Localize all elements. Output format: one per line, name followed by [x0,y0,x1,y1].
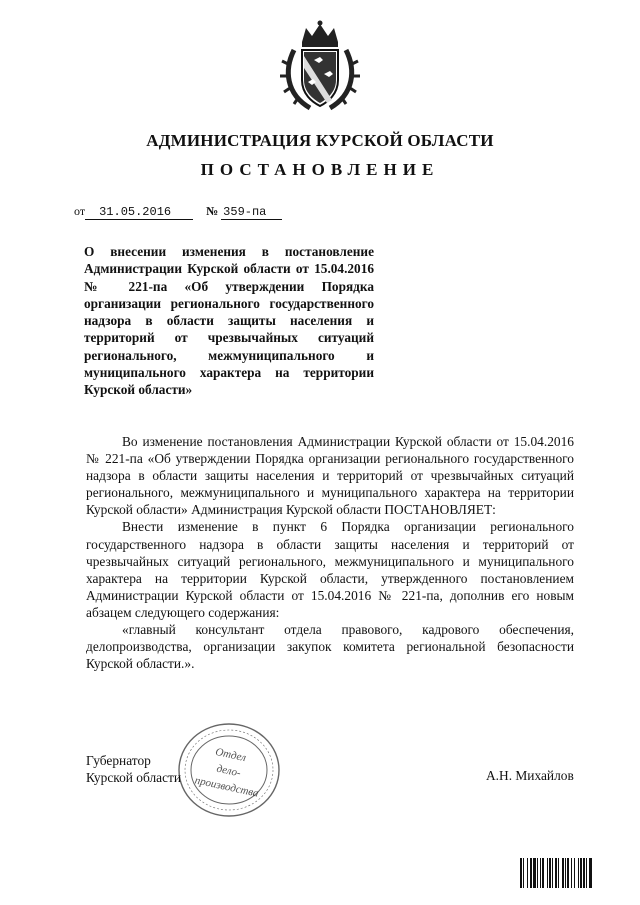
coat-of-arms-icon [280,20,360,112]
barcode-bar [520,858,522,888]
document-date: 31.05.2016 [99,205,172,219]
from-label: от [74,204,86,218]
barcode-bar [533,858,536,888]
barcode-bar [540,858,541,888]
barcode-bar [589,858,592,888]
barcode-bar [527,858,528,888]
organization-name: АДМИНИСТРАЦИЯ КУРСКОЙ ОБЛАСТИ [146,131,494,150]
barcode-bar [562,858,564,888]
stamp-text: Отдел [214,745,248,765]
barcode-bar [580,858,582,888]
barcode-bar [571,858,572,888]
office-stamp [174,720,284,820]
barcode-bar [552,858,553,888]
barcode-bar [547,858,548,888]
barcode-bar [586,858,587,888]
barcode-bar [555,858,557,888]
body-paragraph: «главный консультант отдела правового, кадрового обеспечения, делопроизводства, организации закупок комитета региональной безопасности Курской области.». [86,622,574,672]
date-number-line [74,204,282,220]
stamp-text: производства [193,774,260,800]
signatory-title-line: Губернатор [86,753,151,768]
body-paragraph: Внести изменение в пункт 6 Порядка организации регионального государственного надзора в области защиты населения и территорий от чрезвычайных ситуаций регионального, межмуниципального и муниципального характера на территории Курской области, утвержденного постановлением Администрации Курской области от 15.04.2016 № 221-па, дополнив его новым абзацем следующего содержания: [86,519,574,620]
barcode-bar [567,858,569,888]
barcode-icon [520,858,624,888]
signatory-title [86,752,181,786]
subject-text: О внесении изменения в постановление Администрации Курской области от 15.04.2016 № 221-па «Об утверждении Порядка организации регионального государственного надзора в области защиты населения и территорий от чрезвычайных ситуаций регионального, межмуниципального и муниципального характера на территории Курской области» [84,244,374,398]
barcode-bar [542,858,544,888]
barcode-bar [537,858,538,888]
barcode-bar [574,858,575,888]
barcode-bar [565,858,566,888]
body-paragraph: Во изменение постановления Администрации Курской области от 15.04.2016 № 221-па «Об утверждении Порядка организации регионального государственного надзора в области защиты населения и территорий от чрезвычайных ситуаций регионального, межмуниципального и муниципального характера на территории Курской области» Администрация Курской области ПОСТАНОВЛЯЕТ: [86,434,574,518]
number-label: № [206,204,219,218]
stamp-text: дело- [215,762,242,780]
document-subject [84,243,374,399]
barcode-bar [549,858,551,888]
barcode-bar [578,858,579,888]
document-number: 359-па [223,205,267,219]
document-body [86,433,574,672]
signatory-name: А.Н. Михайлов [486,768,574,783]
barcode-bar [583,858,585,888]
barcode-bar [530,858,532,888]
document-type: ПОСТАНОВЛЕНИЕ [200,160,440,179]
signatory-title-line: Курской области [86,770,182,785]
barcode-bar [523,858,524,888]
barcode-bar [558,858,559,888]
